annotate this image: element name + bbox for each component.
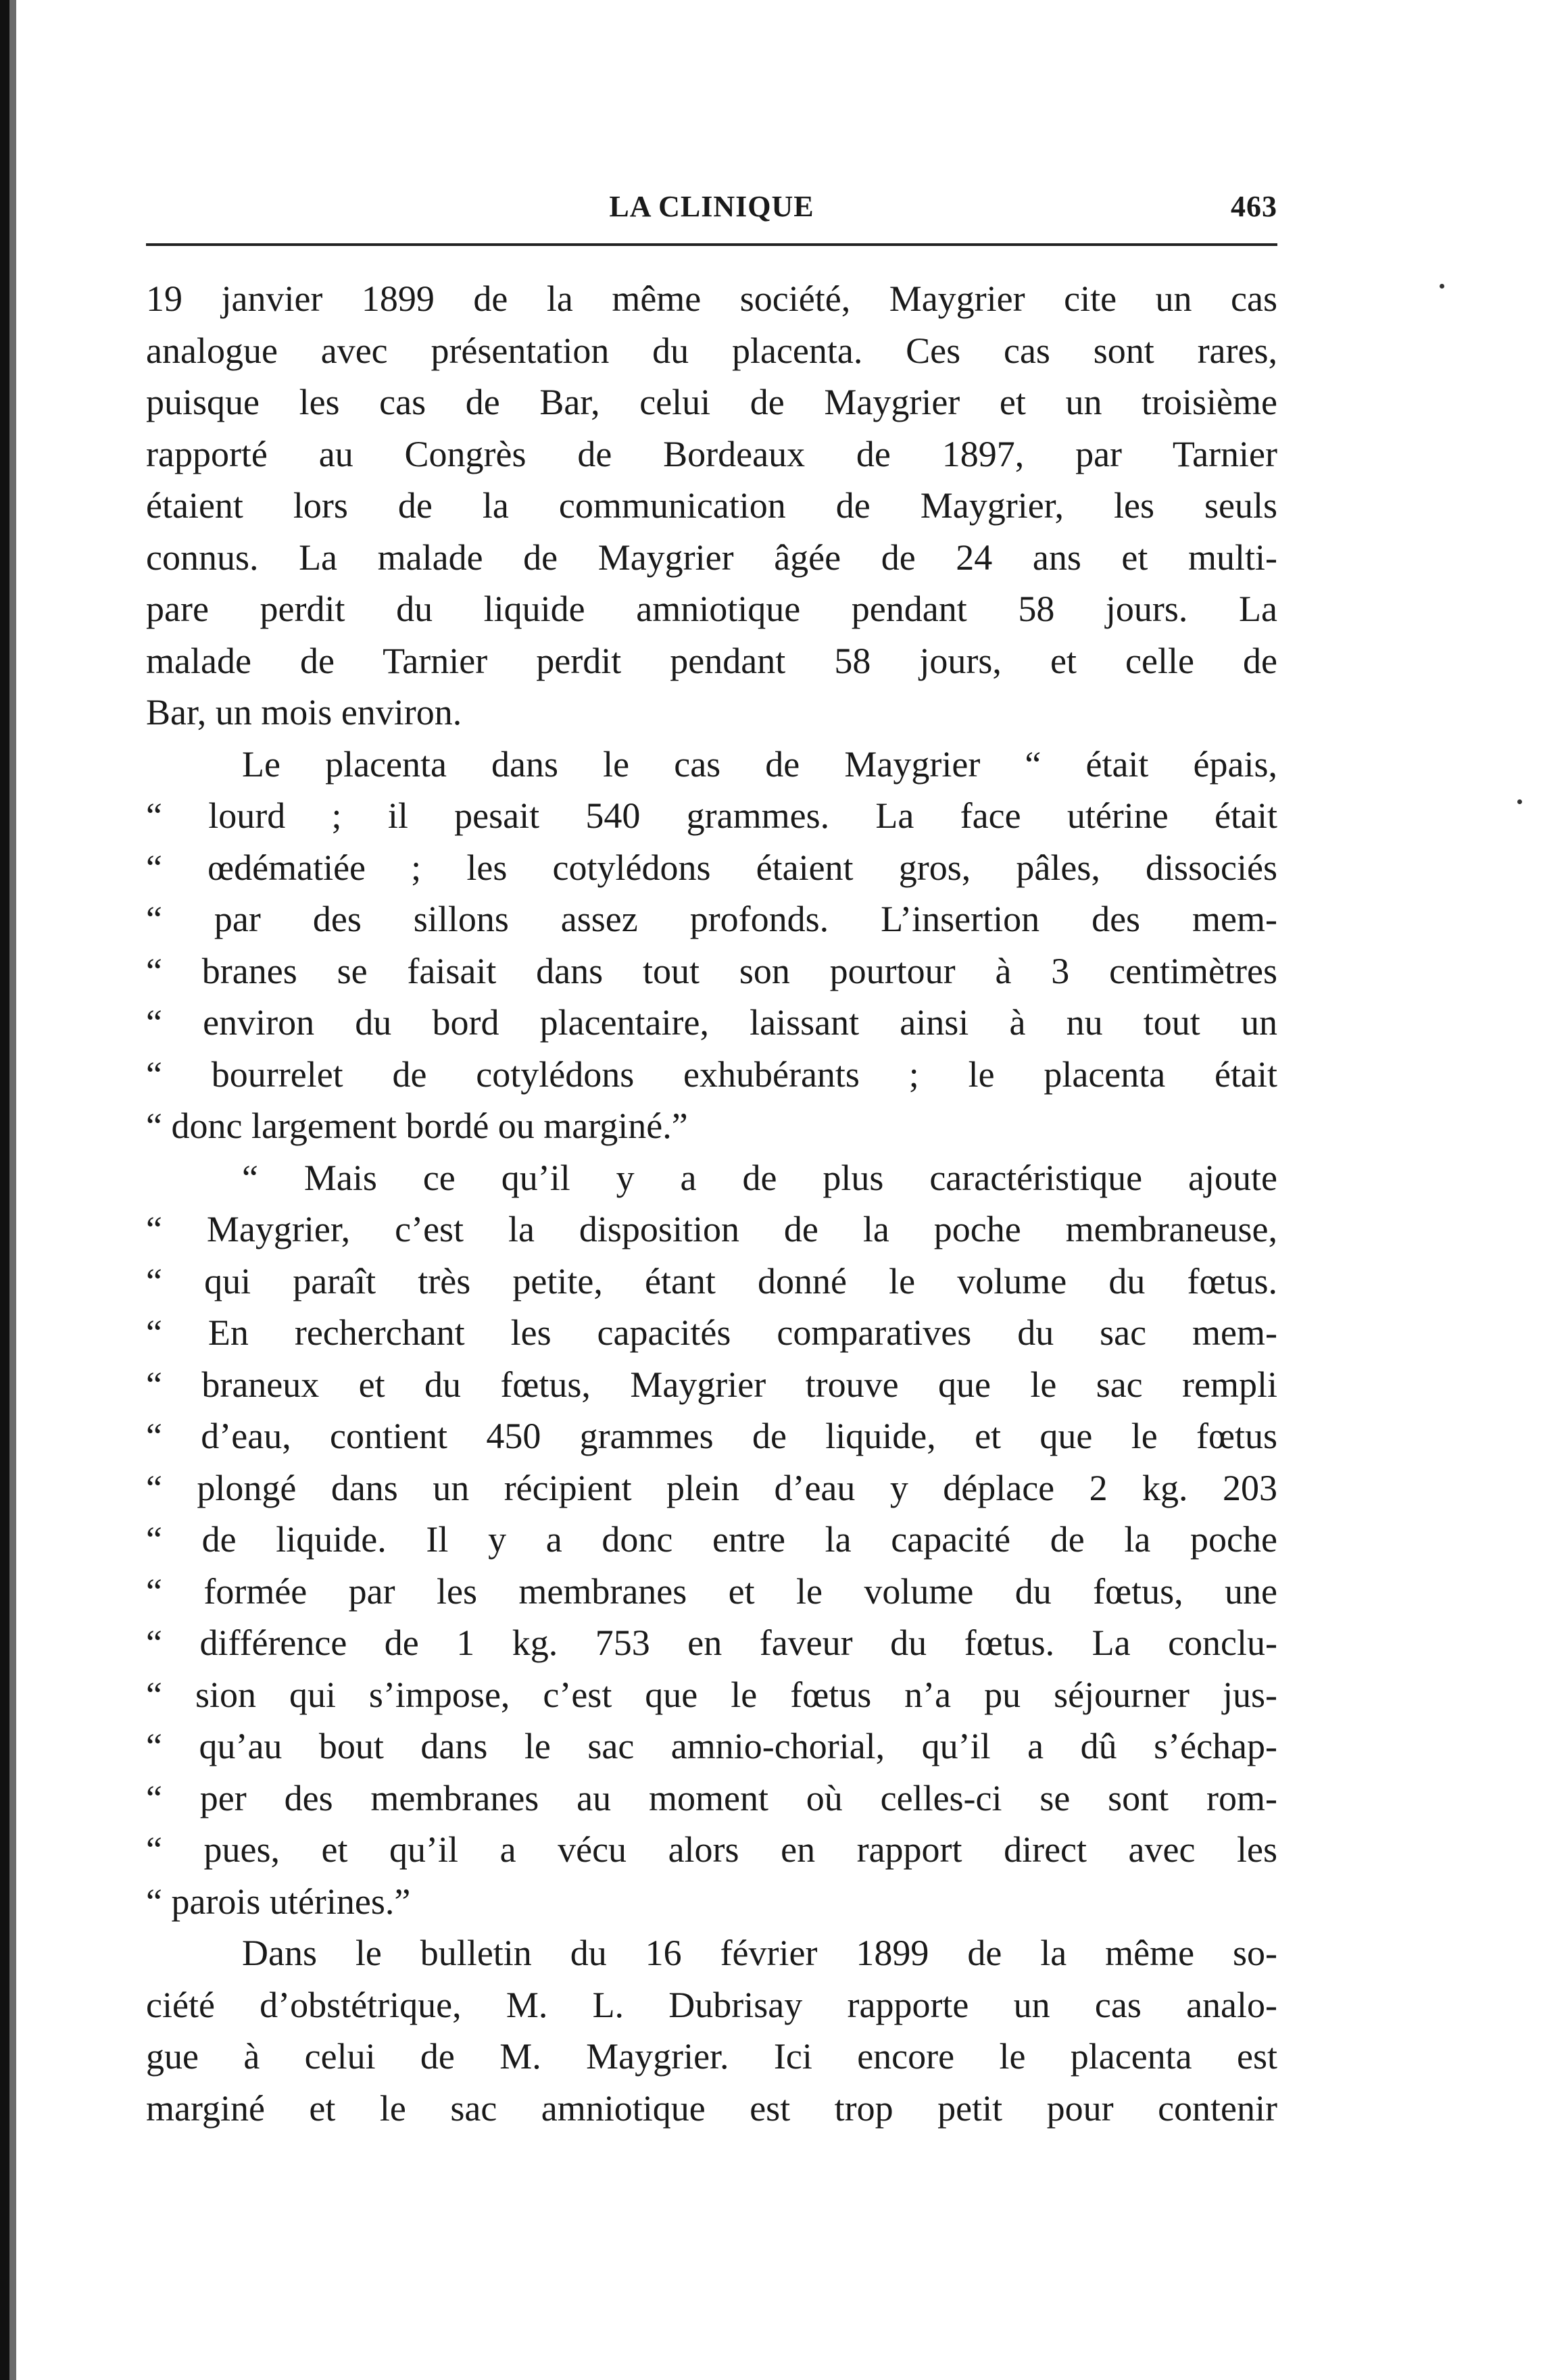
text-line: “ donc largement bordé ou marginé.” [146, 1106, 688, 1146]
running-header [146, 182, 1277, 243]
text-line: puisque les cas de Bar, celui de Maygrier et un troisième [146, 382, 1277, 422]
text-line: étaient lors de la communication de Maygrier, les seuls [146, 485, 1277, 526]
text-line: Bar, un mois environ. [146, 692, 462, 733]
text-line: “ Maygrier, c’est la disposition de la poche membraneuse, [146, 1209, 1277, 1249]
text-line: “ qu’au bout dans le sac amnio-chorial, qu’il a dû s’échap- [146, 1726, 1277, 1766]
text-line: malade de Tarnier perdit pendant 58 jours, et celle de [146, 640, 1277, 681]
text-line: connus. La malade de Maygrier âgée de 24 ans et multi- [146, 537, 1277, 578]
text-line: “ braneux et du fœtus, Maygrier trouve que le sac rempli [146, 1364, 1277, 1405]
text-line: 19 janvier 1899 de la même société, Maygrier cite un cas [146, 278, 1277, 319]
book-page [146, 182, 1277, 2134]
page-number: 463 [1231, 190, 1277, 223]
text-line: “ En recherchant les capacités comparatives du sac mem- [146, 1312, 1277, 1353]
text-line: “ per des membranes au moment où celles-ci se sont rom- [146, 1777, 1277, 1818]
text-line: “ différence de 1 kg. 753 en faveur du fœtus. La conclu- [146, 1622, 1277, 1663]
text-line: “ de liquide. Il y a donc entre la capacité de la poche [146, 1519, 1277, 1560]
text-line: “ parois utérines.” [146, 1881, 411, 1922]
text-line: “ œdématiée ; les cotylédons étaient gros, pâles, dissociés [146, 847, 1277, 888]
ink-speck [1517, 799, 1522, 804]
ink-speck [1440, 284, 1444, 289]
text-line: rapporté au Congrès de Bordeaux de 1897, par Tarnier [146, 433, 1277, 474]
binding-edge [0, 0, 9, 2380]
text-line: “ formée par les membranes et le volume du fœtus, une [146, 1570, 1277, 1612]
text-line: Dans le bulletin du 16 février 1899 de la même so- [242, 1933, 1277, 1973]
text-line: ciété d’obstétrique, M. L. Dubrisay rapporte un cas analo- [146, 1984, 1277, 2025]
text-line: “ plongé dans un récipient plein d’eau y déplace 2 kg. 203 [146, 1467, 1277, 1508]
text-line: “ d’eau, contient 450 grammes de liquide, et que le fœtus [146, 1416, 1277, 1456]
body-text [146, 273, 1277, 2134]
text-line: “ par des sillons assez profonds. L’insertion des mem- [146, 899, 1277, 939]
text-line: pare perdit du liquide amniotique pendant 58 jours. La [146, 589, 1277, 629]
text-line: “ qui paraît très petite, étant donné le volume du fœtus. [146, 1260, 1277, 1301]
header-rule [146, 243, 1277, 246]
binding-shadow [9, 0, 16, 2380]
text-line: analogue avec présentation du placenta. Ces cas sont rares, [146, 330, 1277, 371]
text-line: “ bourrelet de cotylédons exhubérants ; le placenta était [146, 1053, 1277, 1095]
text-line: “ pues, et qu’il a vécu alors en rapport direct avec les [146, 1829, 1277, 1870]
running-title: LA CLINIQUE [609, 190, 814, 223]
text-line: gue à celui de M. Maygrier. Ici encore le placenta est [146, 2036, 1277, 2077]
text-line: Le placenta dans le cas de Maygrier “ était épais, [242, 743, 1277, 785]
text-line: “ lourd ; il pesait 540 grammes. La face utérine était [146, 795, 1277, 836]
text-line: marginé et le sac amniotique est trop petit pour contenir [146, 2087, 1277, 2129]
text-line: “ sion qui s’impose, c’est que le fœtus n’a pu séjourner jus- [146, 1674, 1277, 1715]
text-line: “ Mais ce qu’il y a de plus caractéristique ajoute [242, 1157, 1277, 1198]
text-line: “ branes se faisait dans tout son pourtour à 3 centimètres [146, 950, 1277, 991]
text-line: “ environ du bord placentaire, laissant ainsi à nu tout un [146, 1002, 1277, 1043]
